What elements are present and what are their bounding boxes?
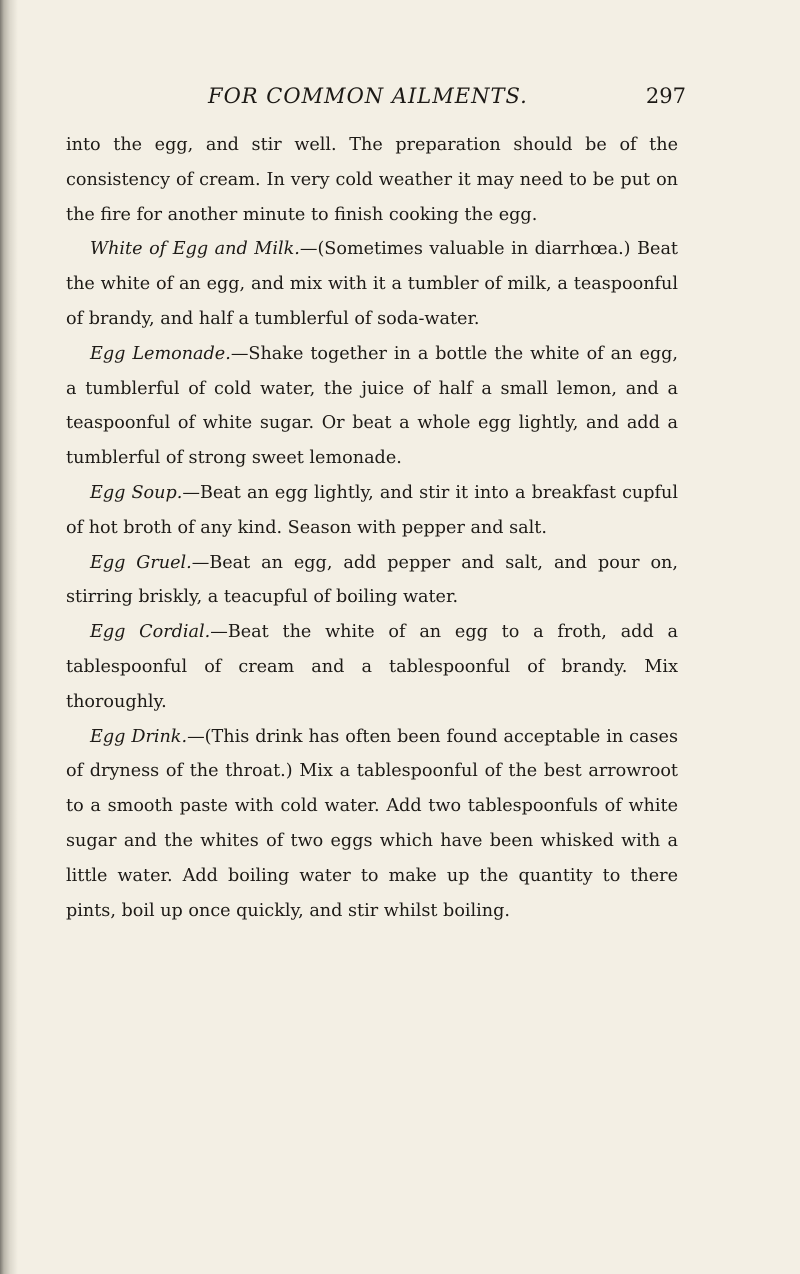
recipe-egg-cordial [66,615,678,719]
running-title: FOR COMMON AILMENTS. [208,84,528,108]
recipe-title: Egg Cordial. [90,622,211,643]
recipe-white-of-egg-and-milk [66,232,678,336]
continuation-paragraph: into the egg, and stir well. The preparation should be of the consistency of cream. In very cold weather it may need to be put on the fire for another minute to finish cooking the egg. [66,135,678,225]
recipe-body: —Beat the white of an egg to a froth, add a tablespoonful of cream and a tablespoonful of brandy. Mix thoroughly. [66,622,678,712]
recipe-body: —Beat an egg, add pepper and salt, and pour on, stirring briskly, a teacupful of boiling water. [66,552,678,608]
recipe-body: —(This drink has often been found acceptable in cases of dryness of the throat.) Mix a tablespoonful of the best arrowroot to a smooth paste with cold water. Add two tablespoonfuls of white sugar and the whites of two eggs which have been whisked with a little water. Add boiling water to make up the quantity to there pints, boil up once quickly, and stir whilst boiling. [66,726,678,921]
recipe-egg-lemonade [66,337,678,476]
recipe-egg-soup [66,476,678,546]
recipe-title: White of Egg and Milk. [90,239,300,260]
recipe-title: Egg Soup. [90,482,183,503]
recipe-title: Egg Gruel. [90,552,192,573]
recipe-body: —(Sometimes valuable in diarrhœa.) Beat the white of an egg, and mix with it a tumbler of milk, a teaspoonful of brandy, and half a tumblerful of soda-water. [66,239,678,329]
recipe-body: —Beat an egg lightly, and stir it into a breakfast cupful of hot broth of any kind. Season with pepper and salt. [66,482,678,538]
recipe-body: —Shake together in a bottle the white of an egg, a tumblerful of cold water, the juice of half a small lemon, and a teaspoonful of white sugar. Or beat a whole egg lightly, and add a tumblerful of strong sweet lemonade. [66,343,678,469]
recipe-title: Egg Lemonade. [90,343,231,364]
page-binding-shadow [0,0,18,1274]
recipe-egg-drink [66,720,678,929]
page-number: 297 [645,84,686,108]
recipe-egg-gruel [66,546,678,616]
page-body [66,128,678,928]
recipe-title: Egg Drink. [90,726,188,747]
running-head [66,84,706,114]
